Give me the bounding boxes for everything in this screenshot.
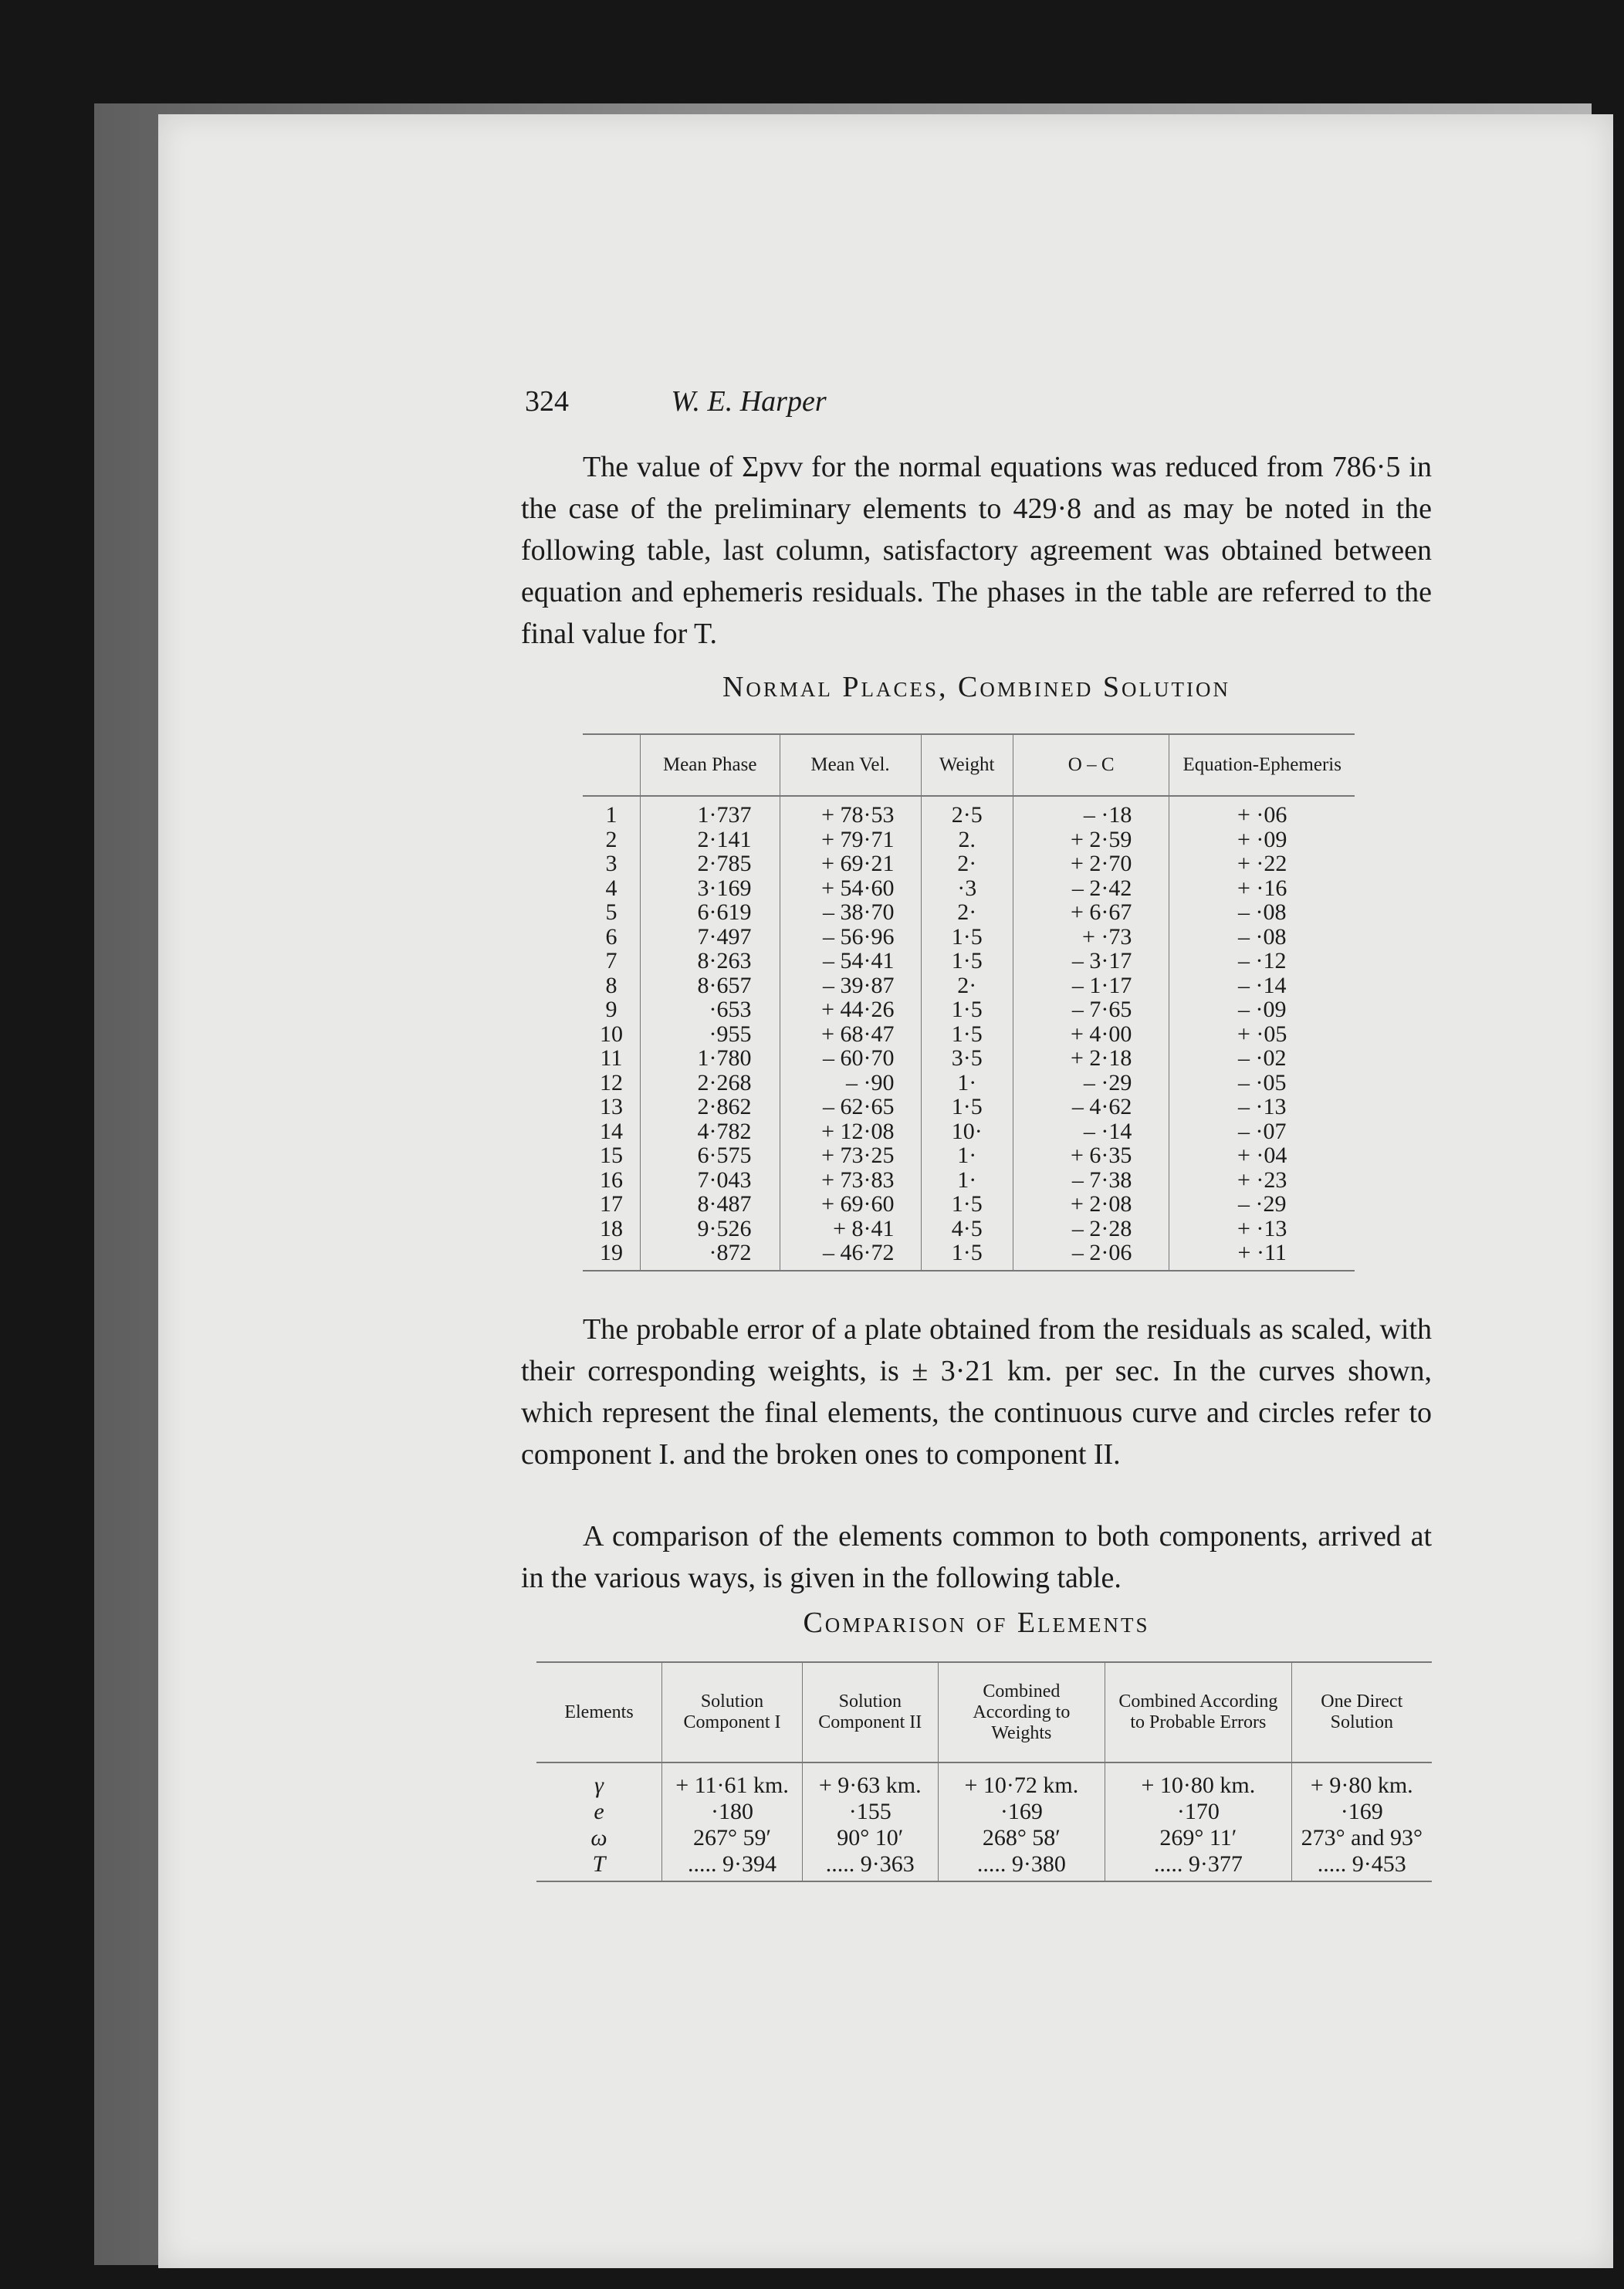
table-cell: – 62·65	[780, 1095, 921, 1119]
table-row	[583, 974, 1355, 998]
table-cell: 269° 11′	[1105, 1825, 1291, 1851]
table-cell: 2·862	[640, 1095, 780, 1119]
table-cell: 7	[605, 948, 617, 974]
table-cell: – 2·28	[1013, 1217, 1169, 1241]
table-cell: + 68·47	[780, 1022, 921, 1047]
table-cell: 273° and 93°	[1291, 1825, 1432, 1851]
column-header: One Direct Solution	[1291, 1662, 1432, 1762]
table-cell: 14	[599, 1118, 623, 1144]
table-cell: 8·657	[640, 974, 780, 998]
table-row	[583, 1168, 1355, 1193]
table-row	[536, 1851, 1432, 1881]
table-cell: – ·90	[780, 1071, 921, 1095]
table-cell: 8·487	[640, 1192, 780, 1217]
table-cell: 267° 59′	[662, 1825, 803, 1851]
table-cell: 2·785	[640, 852, 780, 876]
table-row	[536, 1762, 1432, 1799]
table-row	[536, 1825, 1432, 1851]
table-cell: ω	[590, 1825, 607, 1851]
table-cell: + ·09	[1169, 828, 1355, 852]
table-row	[583, 900, 1355, 925]
column-header: Mean Vel.	[780, 734, 921, 796]
table-cell: ·169	[938, 1799, 1105, 1825]
table-cell: 4·782	[640, 1119, 780, 1144]
table-cell: 11	[600, 1045, 623, 1072]
table-cell: ..... 9·394	[662, 1851, 803, 1881]
table-cell: 90° 10′	[803, 1825, 938, 1851]
table-cell: ..... 9·377	[1105, 1851, 1291, 1881]
table-cell: + ·23	[1169, 1168, 1355, 1193]
table-cell: + ·05	[1169, 1022, 1355, 1047]
table-cell: – ·12	[1169, 949, 1355, 974]
table-cell: – ·14	[1169, 974, 1355, 998]
table-cell: – ·09	[1169, 997, 1355, 1022]
table-cell: + ·11	[1169, 1241, 1355, 1271]
table-cell: + 10·80 km.	[1105, 1762, 1291, 1799]
table-body	[583, 796, 1355, 1271]
table-cell: ..... 9·453	[1291, 1851, 1432, 1881]
table-cell: + 73·25	[780, 1143, 921, 1168]
table-cell: + 12·08	[780, 1119, 921, 1144]
table-row	[583, 925, 1355, 950]
table-cell: 1·	[921, 1168, 1013, 1193]
column-header	[583, 734, 640, 796]
table-cell: – 2·06	[1013, 1241, 1169, 1271]
table-cell: 7·043	[640, 1168, 780, 1193]
table-cell: + ·16	[1169, 876, 1355, 901]
table-cell: γ	[594, 1773, 604, 1798]
page-number: 324	[525, 385, 569, 418]
table-row	[583, 949, 1355, 974]
table-cell: ..... 9·363	[803, 1851, 938, 1881]
table-cell: 1·5	[921, 925, 1013, 950]
normal-places-table	[583, 733, 1355, 1271]
table-cell: + 10·72 km.	[938, 1762, 1105, 1799]
table-cell: 1·5	[921, 949, 1013, 974]
table-cell: + 6·67	[1013, 900, 1169, 925]
table-cell: + 69·60	[780, 1192, 921, 1217]
normal-places-title: Normal Places, Combined Solution	[722, 671, 1231, 703]
table-cell: – 54·41	[780, 949, 921, 974]
table-cell: + ·73	[1013, 925, 1169, 950]
column-header: Solution Component II	[803, 1662, 938, 1762]
paragraph-2: The probable error of a plate obtained from the residuals as scaled, with their corresponding weights, is ± 3·21 km. per sec. In the curves shown, which represent the final elements, the continuous curve and circles refer to component I. and the broken ones to component II.	[521, 1313, 1432, 1471]
table-cell: 3·5	[921, 1046, 1013, 1071]
table-cell: ..... 9·380	[938, 1851, 1105, 1881]
comparison-title: Comparison of Elements	[803, 1607, 1150, 1639]
table-cell: 1	[605, 802, 617, 828]
column-header: Mean Phase	[640, 734, 780, 796]
table-body	[536, 1762, 1432, 1881]
table-cell: 1·5	[921, 1095, 1013, 1119]
table-cell: 18	[599, 1215, 623, 1241]
table-cell: – 4·62	[1013, 1095, 1169, 1119]
table-cell: 1·5	[921, 1241, 1013, 1271]
table-cell: 2·	[921, 900, 1013, 925]
table-cell: – ·05	[1169, 1071, 1355, 1095]
table-cell: ·872	[640, 1241, 780, 1271]
table-cell: 5	[605, 899, 617, 926]
table-cell: ·155	[803, 1799, 938, 1825]
table-cell: + 9·63 km.	[803, 1762, 938, 1799]
table-cell: + ·04	[1169, 1143, 1355, 1168]
table-row	[583, 828, 1355, 852]
table-cell: + 2·70	[1013, 852, 1169, 876]
table-cell: 19	[583, 1241, 640, 1271]
table-row	[583, 1022, 1355, 1047]
table-cell: – 7·65	[1013, 997, 1169, 1022]
table-cell: + 2·59	[1013, 828, 1169, 852]
table-row	[583, 1192, 1355, 1217]
table-cell: 7·497	[640, 925, 780, 950]
table-cell: ·170	[1105, 1799, 1291, 1825]
table-cell: 15	[599, 1143, 623, 1169]
table-cell: – 1·17	[1013, 974, 1169, 998]
table-cell: – ·29	[1013, 1071, 1169, 1095]
table-cell: – ·08	[1169, 900, 1355, 925]
table-cell: 3	[605, 851, 617, 877]
column-header: Elements	[536, 1662, 662, 1762]
table-cell: – 38·70	[780, 900, 921, 925]
table-cell: 1·5	[921, 997, 1013, 1022]
table-cell: – ·02	[1169, 1046, 1355, 1071]
table-cell: + 4·00	[1013, 1022, 1169, 1047]
table-cell: 1·	[921, 1143, 1013, 1168]
table-cell: 9·526	[640, 1217, 780, 1241]
table-cell: + 2·18	[1013, 1046, 1169, 1071]
table-cell: 268° 58′	[938, 1825, 1105, 1851]
table-cell: + ·13	[1169, 1217, 1355, 1241]
table-cell: e	[594, 1799, 604, 1824]
table-row	[583, 1119, 1355, 1144]
table-cell: + 54·60	[780, 876, 921, 901]
table-row	[536, 1799, 1432, 1825]
table-cell: + ·06	[1169, 796, 1355, 828]
table-cell: 16	[599, 1167, 623, 1193]
table-cell: 13	[599, 1094, 623, 1120]
table-cell: 2·268	[640, 1071, 780, 1095]
table-cell: 2	[605, 826, 617, 852]
paragraph-1: The value of Σpvv for the normal equations was reduced from 786·5 in the case of the preliminary elements to 429·8 and as may be noted in the following table, last column, satisfactory agreement was obtained between equation and ephemeris residuals. The phases in the table are referred to the final value for T.	[521, 451, 1432, 650]
table-cell: – ·14	[1013, 1119, 1169, 1144]
table-cell: 8·263	[640, 949, 780, 974]
table-cell: 1·737	[640, 796, 780, 828]
table-cell: + 8·41	[780, 1217, 921, 1241]
table-header-row	[536, 1662, 1432, 1762]
table-row	[583, 1046, 1355, 1071]
table-cell: T	[536, 1851, 662, 1881]
table-cell: ·180	[662, 1799, 803, 1825]
column-header: Combined According to Weights	[938, 1662, 1105, 1762]
table-cell: 2·5	[921, 796, 1013, 828]
column-header: Weight	[921, 734, 1013, 796]
table-cell: – ·08	[1169, 925, 1355, 950]
table-cell: 12	[599, 1069, 623, 1095]
table-cell: + ·22	[1169, 852, 1355, 876]
table-cell: 6·575	[640, 1143, 780, 1168]
table-cell: 1·5	[921, 1022, 1013, 1047]
table-cell: + 9·80 km.	[1291, 1762, 1432, 1799]
table-row	[583, 1241, 1355, 1271]
table-cell: 1·	[921, 1071, 1013, 1095]
table-cell: + 2·08	[1013, 1192, 1169, 1217]
table-cell: + 11·61 km.	[662, 1762, 803, 1799]
table-cell: – ·29	[1169, 1192, 1355, 1217]
table-row	[583, 1143, 1355, 1168]
table-cell: 3·169	[640, 876, 780, 901]
table-cell: – ·13	[1169, 1095, 1355, 1119]
table-cell: ·955	[640, 1022, 780, 1047]
table-cell: + 69·21	[780, 852, 921, 876]
table-cell: 9	[605, 997, 617, 1023]
table-cell: 6·619	[640, 900, 780, 925]
table-cell: + 73·83	[780, 1168, 921, 1193]
table-cell: – 39·87	[780, 974, 921, 998]
table-row	[583, 997, 1355, 1022]
table-cell: – 46·72	[780, 1241, 921, 1271]
column-header: Solution Component I	[662, 1662, 803, 1762]
table-row	[583, 1217, 1355, 1241]
table-cell: 2·	[921, 974, 1013, 998]
table-cell: + 44·26	[780, 997, 921, 1022]
table-cell: 10·	[921, 1119, 1013, 1144]
table-cell: – ·07	[1169, 1119, 1355, 1144]
table-cell: 1·5	[921, 1192, 1013, 1217]
table-header-row	[583, 734, 1355, 796]
column-header: Equation-Ephemeris	[1169, 734, 1355, 796]
table-cell: – 56·96	[780, 925, 921, 950]
table-cell: + 6·35	[1013, 1143, 1169, 1168]
table-cell: 2.	[921, 828, 1013, 852]
table-cell: 8	[605, 972, 617, 998]
table-cell: – 60·70	[780, 1046, 921, 1071]
running-head-author: W. E. Harper	[671, 385, 827, 418]
table-cell: – 2·42	[1013, 876, 1169, 901]
table-cell: 4·5	[921, 1217, 1013, 1241]
table-cell: ·169	[1291, 1799, 1432, 1825]
table-cell: 1·780	[640, 1046, 780, 1071]
table-cell: 4	[605, 875, 617, 901]
table-cell: – 7·38	[1013, 1168, 1169, 1193]
table-cell: 17	[599, 1191, 623, 1217]
table-row	[583, 796, 1355, 828]
table-cell: 2·	[921, 852, 1013, 876]
comparison-table	[536, 1661, 1432, 1882]
table-row	[583, 876, 1355, 901]
table-row	[583, 852, 1355, 876]
table-cell: 2·141	[640, 828, 780, 852]
column-header: O – C	[1013, 734, 1169, 796]
table-row	[583, 1071, 1355, 1095]
table-cell: + 78·53	[780, 796, 921, 828]
table-cell: 6	[605, 923, 617, 950]
table-cell: + 79·71	[780, 828, 921, 852]
column-header: Combined According to Probable Errors	[1105, 1662, 1291, 1762]
table-cell: – ·18	[1013, 796, 1169, 828]
running-head	[363, 384, 1135, 425]
paragraph-3: A comparison of the elements common to both components, arrived at in the various ways, is given in the following table.	[521, 1520, 1432, 1594]
table-cell: ·653	[640, 997, 780, 1022]
table-cell: 10	[599, 1021, 623, 1047]
table-cell: ·3	[921, 876, 1013, 901]
table-row	[583, 1095, 1355, 1119]
table-cell: – 3·17	[1013, 949, 1169, 974]
